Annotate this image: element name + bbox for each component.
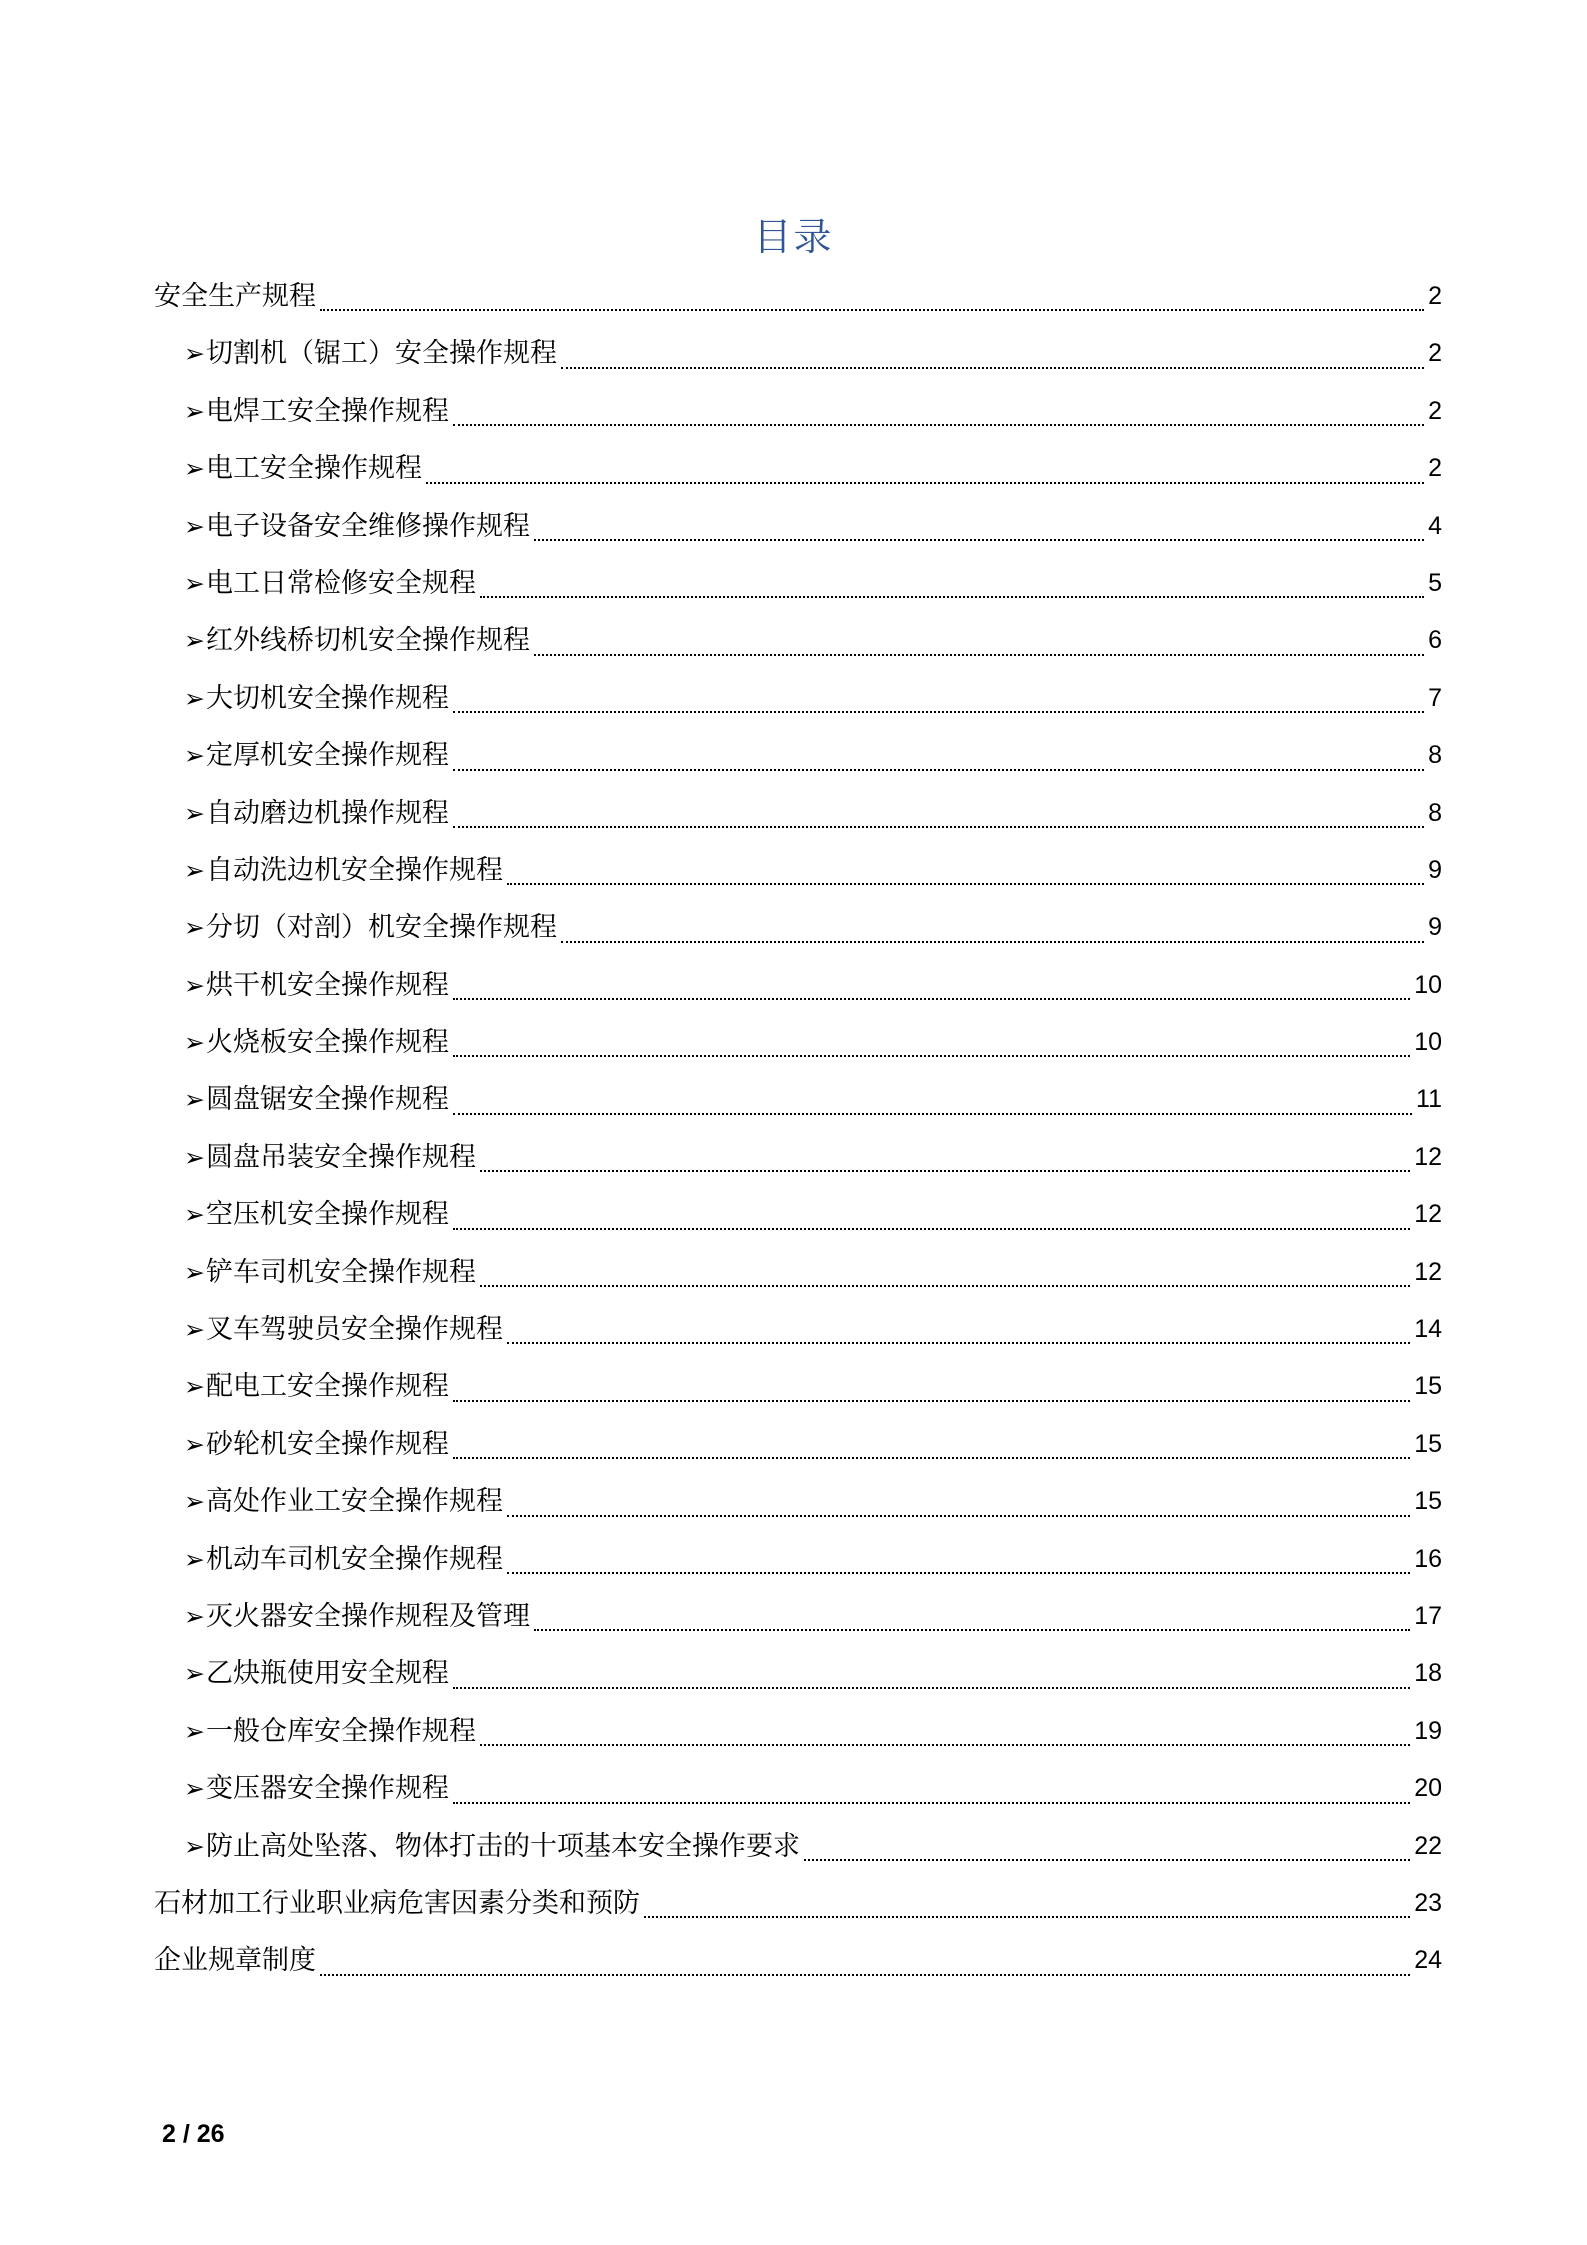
toc-entry-page-number: 2 [1428,339,1442,368]
toc-entry-title: 烘干机安全操作规程 [205,969,449,1001]
toc-entry-page-number: 14 [1414,1315,1442,1344]
toc-entry-title: 电工日常检修安全规程 [205,567,476,599]
toc-entry-title: 火烧板安全操作规程 [205,1027,449,1059]
page-title: 目录 [753,215,834,259]
arrow-bullet-icon: ➢ [184,396,205,426]
toc-entry-page-number: 8 [1428,798,1442,827]
arrow-bullet-icon: ➢ [184,798,205,828]
toc-entry-title: 电工安全操作规程 [205,453,422,485]
toc-entry-title: 大切机安全操作规程 [205,682,449,714]
toc-entry-page-number: 15 [1414,1487,1442,1516]
arrow-bullet-icon: ➢ [184,683,205,713]
dot-leader [453,711,1424,713]
arrow-bullet-icon: ➢ [184,1142,205,1172]
toc-entry-page-number: 19 [1414,1716,1442,1745]
toc-entry-page-number: 10 [1414,970,1442,999]
toc-entry-page-number: 9 [1428,913,1442,942]
arrow-bullet-icon: ➢ [184,1257,205,1287]
arrow-bullet-icon: ➢ [184,511,205,541]
toc-entry-page-number: 2 [1428,454,1442,483]
arrow-bullet-icon: ➢ [184,1659,205,1689]
toc-entry-title: 机动车司机安全操作规程 [205,1543,503,1575]
toc-entry-page-number: 18 [1414,1659,1442,1688]
toc-entry-title: 空压机安全操作规程 [205,1199,449,1231]
dot-leader [426,482,1424,484]
toc-entry[interactable] [154,268,1442,325]
toc-entry-title: 切割机（锯工）安全操作规程 [205,338,557,370]
toc-entry-title: 圆盘锯安全操作规程 [205,1084,449,1116]
toc-entry-page-number: 16 [1414,1544,1442,1573]
toc-entry[interactable] [154,785,1442,842]
dot-leader [320,309,1424,311]
toc-entry[interactable] [154,1645,1442,1702]
dot-leader [534,654,1424,656]
toc-entry-page-number: 12 [1414,1257,1442,1286]
toc-entry-title: 铲车司机安全操作规程 [205,1256,476,1288]
toc-entry-page-number: 2 [1428,396,1442,425]
dot-leader [534,539,1424,541]
arrow-bullet-icon: ➢ [184,1774,205,1804]
toc-entry-title: 电子设备安全维修操作规程 [205,510,530,542]
toc-entry[interactable] [154,498,1442,555]
toc-entry-page-number: 10 [1414,1028,1442,1057]
dot-leader [453,1113,1412,1115]
toc-entry[interactable] [154,1588,1442,1645]
toc-entry[interactable] [154,899,1442,956]
dot-leader [453,998,1410,1000]
dot-leader [453,826,1424,828]
toc-entry[interactable] [154,727,1442,784]
dot-leader [561,367,1424,369]
arrow-bullet-icon: ➢ [184,1831,205,1861]
toc-entry-title: 石材加工行业职业病危害因素分类和预防 [154,1887,640,1919]
toc-entry-title: 高处作业工安全操作规程 [205,1486,503,1518]
toc-entry-title: 一般仓库安全操作规程 [205,1715,476,1747]
toc-entry-page-number: 9 [1428,855,1442,884]
toc-entry[interactable] [154,957,1442,1014]
toc-entry[interactable] [154,325,1442,382]
toc-entry-title: 乙炔瓶使用安全规程 [205,1658,449,1690]
dot-leader [453,1400,1410,1402]
toc-entry[interactable] [154,612,1442,669]
dot-leader [453,424,1424,426]
toc-entry-page-number: 23 [1414,1888,1442,1917]
arrow-bullet-icon: ➢ [184,1085,205,1115]
toc-entry-page-number: 12 [1414,1142,1442,1171]
toc-entry[interactable] [154,1416,1442,1473]
toc-entry[interactable] [154,383,1442,440]
toc-entry-title: 自动磨边机操作规程 [205,797,449,829]
arrow-bullet-icon: ➢ [184,855,205,885]
arrow-bullet-icon: ➢ [184,1028,205,1058]
dot-leader [507,883,1424,885]
dot-leader [804,1859,1410,1861]
toc-entry-page-number: 2 [1428,281,1442,310]
toc-entry-title: 圆盘吊装安全操作规程 [205,1141,476,1173]
toc-entry-title: 企业规章制度 [154,1945,316,1977]
arrow-bullet-icon: ➢ [184,339,205,369]
arrow-bullet-icon: ➢ [184,741,205,771]
toc-entry-page-number: 20 [1414,1774,1442,1803]
dot-leader [480,1285,1410,1287]
arrow-bullet-icon: ➢ [184,1716,205,1746]
dot-leader [453,1457,1410,1459]
dot-leader [534,1629,1410,1631]
toc-entry-page-number: 24 [1414,1946,1442,1975]
table-of-contents [154,268,1442,1990]
arrow-bullet-icon: ➢ [184,568,205,598]
toc-entry[interactable] [154,670,1442,727]
dot-leader [453,1802,1410,1804]
dot-leader [480,1170,1410,1172]
toc-entry[interactable] [154,1186,1442,1243]
toc-entry[interactable] [154,1473,1442,1530]
toc-entry-title: 自动洗边机安全操作规程 [205,854,503,886]
dot-leader [453,1055,1410,1057]
arrow-bullet-icon: ➢ [184,1429,205,1459]
dot-leader [561,941,1424,943]
toc-entry-page-number: 5 [1428,568,1442,597]
toc-entry-title: 电焊工安全操作规程 [205,395,449,427]
dot-leader [507,1572,1410,1574]
toc-entry-title: 定厚机安全操作规程 [205,740,449,772]
dot-leader [480,1744,1410,1746]
toc-entry-title: 分切（对剖）机安全操作规程 [205,912,557,944]
toc-entry-title: 红外线桥切机安全操作规程 [205,625,530,657]
toc-entry[interactable] [154,1875,1442,1932]
dot-leader [507,1342,1410,1344]
arrow-bullet-icon: ➢ [184,1544,205,1574]
arrow-bullet-icon: ➢ [184,1315,205,1345]
toc-entry-title: 砂轮机安全操作规程 [205,1428,449,1460]
toc-entry[interactable] [154,1014,1442,1071]
toc-entry-page-number: 15 [1414,1372,1442,1401]
dot-leader [507,1515,1410,1517]
toc-entry-title: 变压器安全操作规程 [205,1773,449,1805]
toc-entry[interactable] [154,1129,1442,1186]
toc-entry[interactable] [154,842,1442,899]
arrow-bullet-icon: ➢ [184,626,205,656]
arrow-bullet-icon: ➢ [184,1601,205,1631]
dot-leader [453,769,1424,771]
dot-leader [480,596,1424,598]
toc-entry-page-number: 22 [1414,1831,1442,1860]
toc-entry[interactable] [154,1760,1442,1817]
toc-entry[interactable] [154,1531,1442,1588]
dot-leader [453,1687,1410,1689]
toc-entry-title: 灭火器安全操作规程及管理 [205,1600,530,1632]
arrow-bullet-icon: ➢ [184,913,205,943]
dot-leader [320,1974,1410,1976]
toc-entry-title: 配电工安全操作规程 [205,1371,449,1403]
toc-entry[interactable] [154,1358,1442,1415]
page-number-footer: 2 / 26 [162,2120,225,2148]
toc-entry-page-number: 12 [1414,1200,1442,1229]
toc-entry-page-number: 6 [1428,626,1442,655]
toc-entry-page-number: 7 [1428,683,1442,712]
toc-entry[interactable] [154,1244,1442,1301]
toc-entry-title: 安全生产规程 [154,280,316,312]
toc-entry-page-number: 4 [1428,511,1442,540]
toc-entry-page-number: 15 [1414,1429,1442,1458]
toc-entry[interactable] [154,1071,1442,1128]
arrow-bullet-icon: ➢ [184,1372,205,1402]
toc-entry-page-number: 8 [1428,741,1442,770]
arrow-bullet-icon: ➢ [184,454,205,484]
dot-leader [453,1228,1410,1230]
toc-entry-title: 叉车驾驶员安全操作规程 [205,1314,503,1346]
arrow-bullet-icon: ➢ [184,970,205,1000]
toc-entry[interactable] [154,1818,1442,1875]
toc-entry[interactable] [154,440,1442,497]
toc-entry[interactable] [154,1932,1442,1989]
arrow-bullet-icon: ➢ [184,1200,205,1230]
toc-entry[interactable] [154,555,1442,612]
toc-entry-page-number: 11 [1416,1085,1442,1114]
dot-leader [644,1916,1410,1918]
toc-entry[interactable] [154,1301,1442,1358]
toc-entry[interactable] [154,1703,1442,1760]
arrow-bullet-icon: ➢ [184,1487,205,1517]
toc-entry-page-number: 17 [1414,1601,1442,1630]
toc-entry-title: 防止高处坠落、物体打击的十项基本安全操作要求 [205,1830,800,1862]
